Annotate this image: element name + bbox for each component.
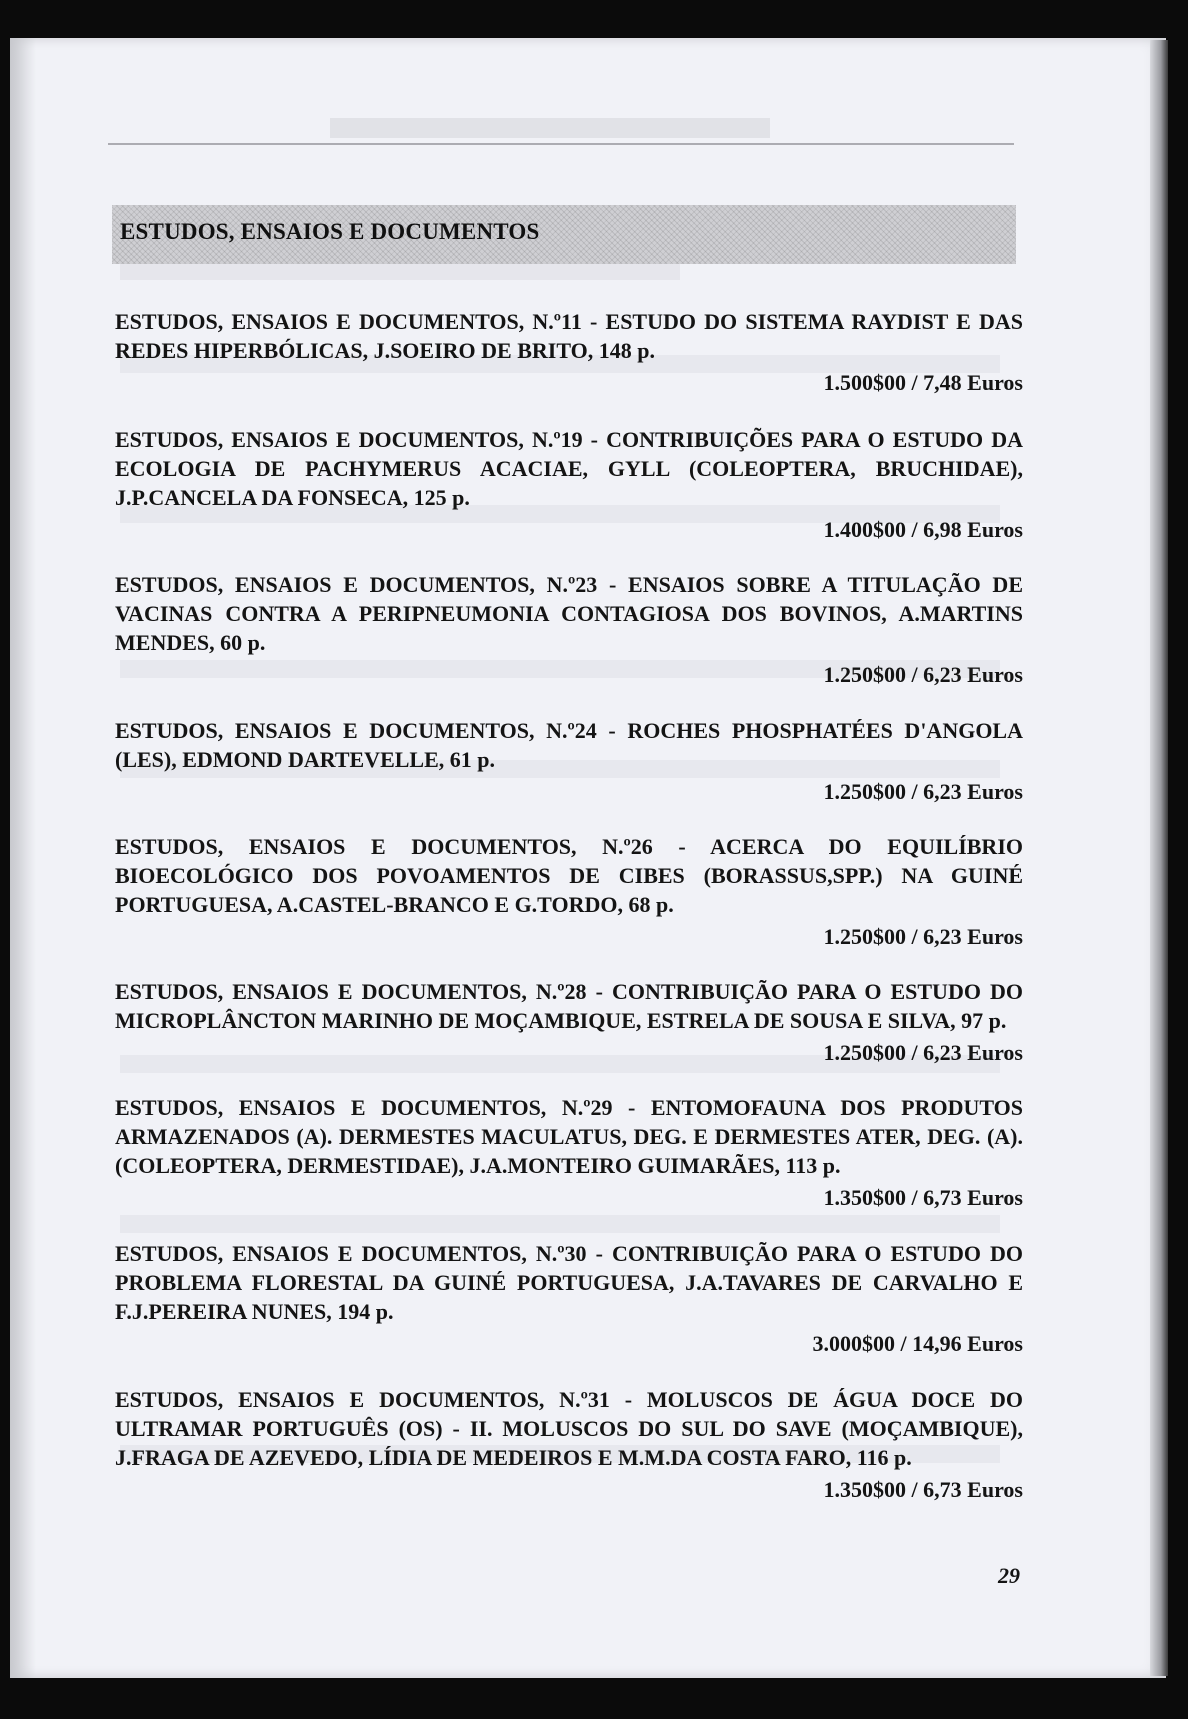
entry-description: ESTUDOS, ENSAIOS E DOCUMENTOS, N.º29 - ENTOMOFAUNA DOS PRODUTOS ARMAZENADOS (A). DERMESTES MACULATUS, DEG. E DERMESTES ATER, DEG. (A). (COLEOPTERA, DERMESTIDAE), J.A.MONTEIRO GUIMARÃES, 113 p. <box>115 1095 1023 1178</box>
catalog-entry <box>115 832 1023 951</box>
entry-description: ESTUDOS, ENSAIOS E DOCUMENTOS, N.º30 - CONTRIBUIÇÃO PARA O ESTUDO DO PROBLEMA FLORESTAL DA GUINÉ PORTUGUESA, J.A.TAVARES DE CARVALHO E F.J.PEREIRA NUNES, 194 p. <box>115 1241 1023 1324</box>
entry-description: ESTUDOS, ENSAIOS E DOCUMENTOS, N.º31 - MOLUSCOS DE ÁGUA DOCE DO ULTRAMAR PORTUGUÊS (OS) - II. MOLUSCOS DO SUL DO SAVE (MOÇAMBIQUE), J.FRAGA DE AZEVEDO, LÍDIA DE MEDEIROS E M.M.DA COSTA FARO, 116 p. <box>115 1387 1023 1470</box>
catalog-entry <box>115 1385 1023 1504</box>
entry-price: 3.000$00 / 14,96 Euros <box>812 1331 1023 1356</box>
catalog-entry <box>115 425 1023 544</box>
catalog-entry <box>115 307 1023 397</box>
catalog-entry <box>115 1093 1023 1212</box>
bleed-through-2 <box>120 262 680 280</box>
section-title: ESTUDOS, ENSAIOS E DOCUMENTOS <box>120 219 540 244</box>
catalog-entry <box>115 570 1023 689</box>
entry-price: 1.250$00 / 6,23 Euros <box>823 662 1023 687</box>
entry-description: ESTUDOS, ENSAIOS E DOCUMENTOS, N.º19 - CONTRIBUIÇÕES PARA O ESTUDO DA ECOLOGIA DE PACHYMERUS ACACIAE, GYLL (COLEOPTERA, BRUCHIDAE), J.P.CANCELA DA FONSECA, 125 p. <box>115 427 1023 510</box>
bleed-through-8 <box>120 1215 1000 1233</box>
entry-price: 1.350$00 / 6,73 Euros <box>823 1185 1023 1210</box>
catalog-entry <box>115 1239 1023 1358</box>
binding-shadow <box>10 38 36 1678</box>
entry-price: 1.250$00 / 6,23 Euros <box>823 1040 1023 1065</box>
entry-description: ESTUDOS, ENSAIOS E DOCUMENTOS, N.º26 - ACERCA DO EQUILÍBRIO BIOECOLÓGICO DOS POVOAMENTOS DE CIBES (BORASSUS,SPP.) NA GUINÉ PORTUGUESA, A.CASTEL-BRANCO E G.TORDO, 68 p. <box>115 834 1023 917</box>
entry-price: 1.350$00 / 6,73 Euros <box>823 1477 1023 1502</box>
page-number: 29 <box>998 1563 1020 1588</box>
entry-description: ESTUDOS, ENSAIOS E DOCUMENTOS, N.º11 - ESTUDO DO SISTEMA RAYDIST E DAS REDES HIPERBÓLICAS, J.SOEIRO DE BRITO, 148 p. <box>115 309 1023 363</box>
entry-price: 1.250$00 / 6,23 Euros <box>823 924 1023 949</box>
running-header-rule <box>108 143 1014 145</box>
bleed-through-1 <box>330 118 770 138</box>
page-edge <box>1150 40 1168 1676</box>
entry-description: ESTUDOS, ENSAIOS E DOCUMENTOS, N.º23 - ENSAIOS SOBRE A TITULAÇÃO DE VACINAS CONTRA A PERIPNEUMONIA CONTAGIOSA DOS BOVINOS, A.MARTINS MENDES, 60 p. <box>115 572 1023 655</box>
catalog-entry <box>115 977 1023 1067</box>
entry-price: 1.500$00 / 7,48 Euros <box>823 370 1023 395</box>
entry-price: 1.400$00 / 6,98 Euros <box>823 517 1023 542</box>
entry-description: ESTUDOS, ENSAIOS E DOCUMENTOS, N.º24 - ROCHES PHOSPHATÉES D'ANGOLA (LES), EDMOND DARTEVELLE, 61 p. <box>115 718 1023 772</box>
entry-description: ESTUDOS, ENSAIOS E DOCUMENTOS, N.º28 - CONTRIBUIÇÃO PARA O ESTUDO DO MICROPLÂNCTON MARINHO DE MOÇAMBIQUE, ESTRELA DE SOUSA E SILVA, 97 p. <box>115 979 1023 1033</box>
catalog-entry <box>115 716 1023 806</box>
entry-price: 1.250$00 / 6,23 Euros <box>823 779 1023 804</box>
